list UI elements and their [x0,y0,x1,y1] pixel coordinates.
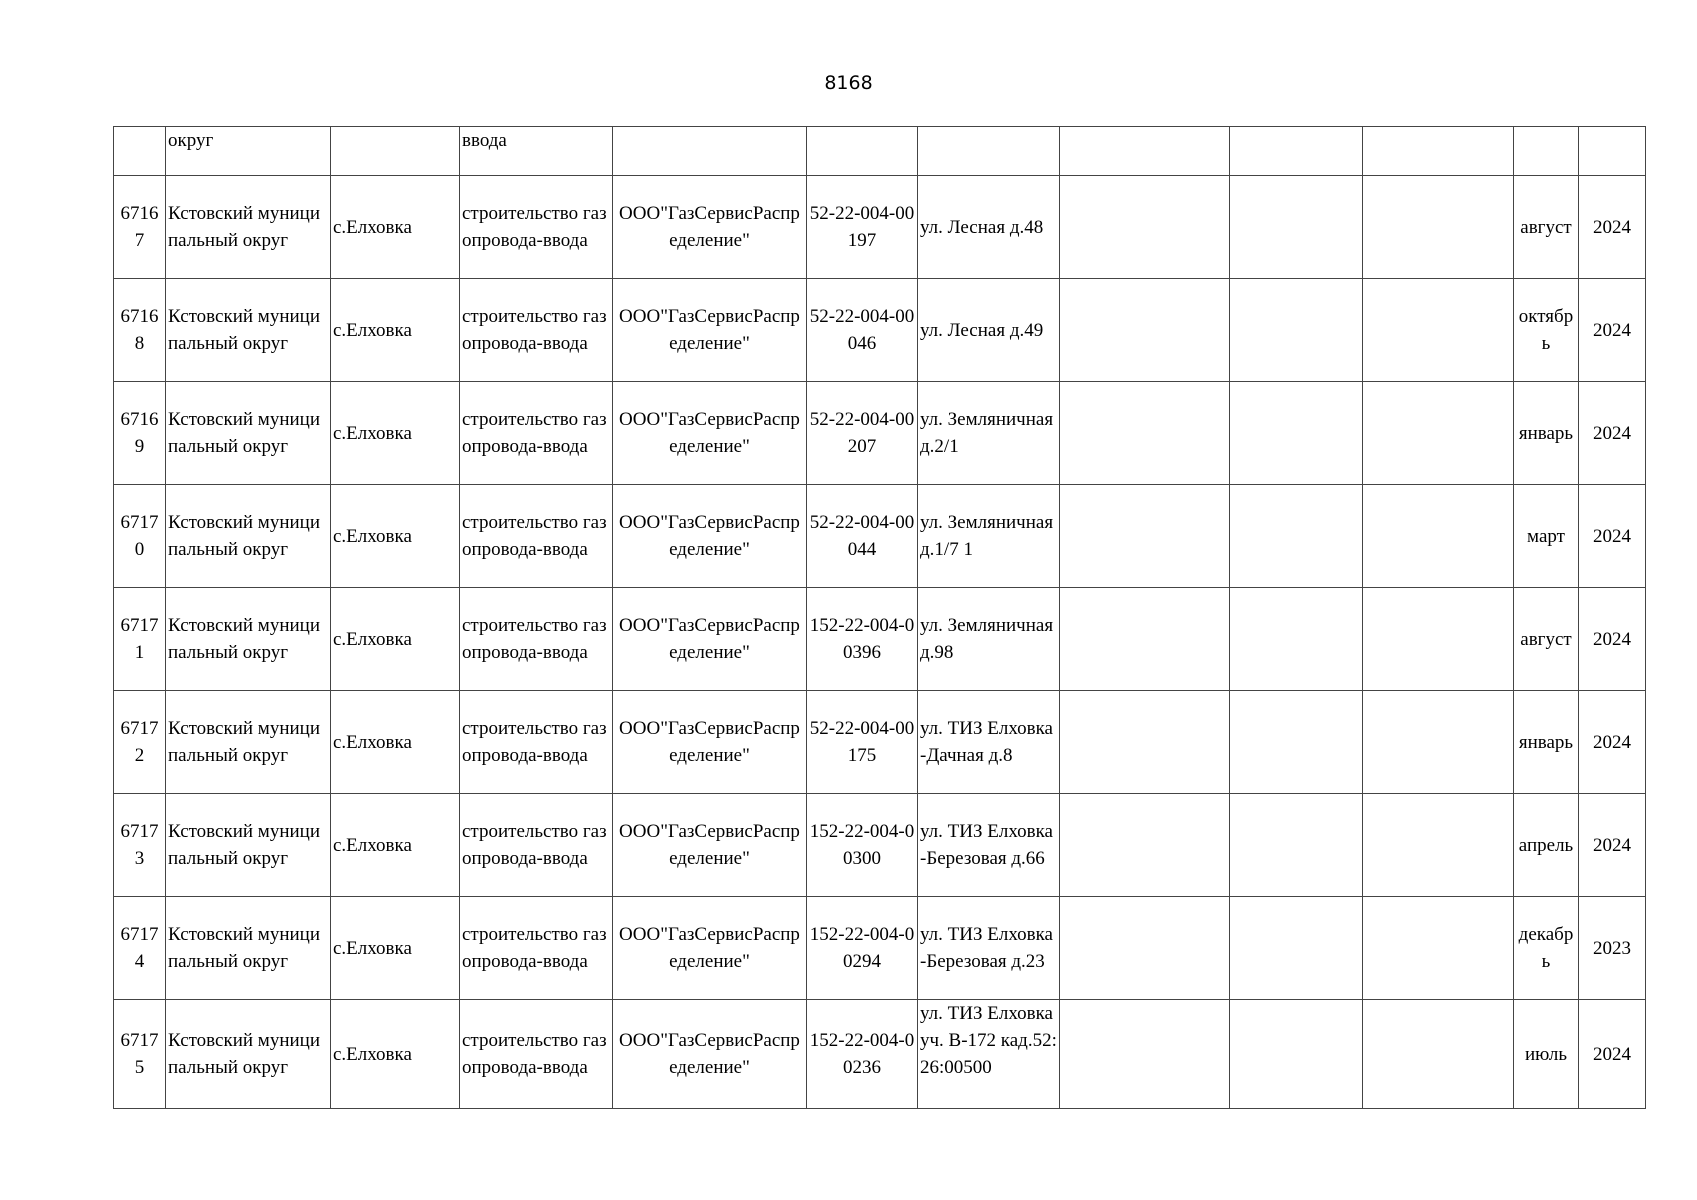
cell-num: 67167 [114,176,166,279]
cell-year: 2024 [1579,794,1646,897]
table-row [114,691,1646,794]
cell-district: Кстовский муниципальный округ [166,279,331,382]
cell-address: ул. Лесная д.49 [918,279,1060,382]
cell-month: январь [1514,691,1579,794]
cell-settlement: с.Елховка [331,691,460,794]
cell-settlement: с.Елховка [331,279,460,382]
cell-month [1514,127,1579,176]
cell-empty-1 [1060,691,1230,794]
cell-code: 52-22-004-00207 [807,382,918,485]
cell-month: август [1514,176,1579,279]
cell-address: ул. ТИЗ Елховка-Березовая д.66 [918,794,1060,897]
cell-district: Кстовский муниципальный округ [166,691,331,794]
cell-empty-2 [1230,1000,1363,1109]
cell-month: апрель [1514,794,1579,897]
data-table [113,126,1646,1109]
cell-work: строительство газопровода-ввода [460,176,613,279]
cell-settlement: с.Елховка [331,588,460,691]
cell-code: 52-22-004-00175 [807,691,918,794]
cell-year: 2024 [1579,588,1646,691]
cell-settlement: с.Елховка [331,176,460,279]
cell-num: 67171 [114,588,166,691]
cell-empty-1 [1060,382,1230,485]
cell-year: 2024 [1579,485,1646,588]
cell-year: 2024 [1579,176,1646,279]
cell-org: ООО"ГазСервисРаспределение" [613,897,807,1000]
cell-num: 67175 [114,1000,166,1109]
cell-empty-1 [1060,485,1230,588]
cell-code: 152-22-004-00294 [807,897,918,1000]
table-row [114,382,1646,485]
cell-work: строительство газопровода-ввода [460,691,613,794]
table-row [114,127,1646,176]
table-row [114,485,1646,588]
cell-work: строительство газопровода-ввода [460,1000,613,1109]
cell-month: июль [1514,1000,1579,1109]
cell-org: ООО"ГазСервисРаспределение" [613,691,807,794]
cell-org: ООО"ГазСервисРаспределение" [613,485,807,588]
cell-code: 152-22-004-00300 [807,794,918,897]
cell-settlement: с.Елховка [331,382,460,485]
cell-month: декабрь [1514,897,1579,1000]
cell-empty-3 [1363,794,1514,897]
page-number: 8168 [824,72,873,94]
cell-settlement: с.Елховка [331,897,460,1000]
cell-address [918,127,1060,176]
cell-empty-3 [1363,588,1514,691]
cell-year: 2024 [1579,279,1646,382]
cell-address: ул. Земляничная д.98 [918,588,1060,691]
cell-year: 2024 [1579,382,1646,485]
cell-empty-2 [1230,794,1363,897]
cell-empty-1 [1060,279,1230,382]
cell-empty-1 [1060,1000,1230,1109]
cell-num: 67173 [114,794,166,897]
cell-work: строительство газопровода-ввода [460,382,613,485]
cell-empty-1 [1060,897,1230,1000]
cell-num: 67170 [114,485,166,588]
cell-num: 67169 [114,382,166,485]
cell-empty-2 [1230,127,1363,176]
cell-num: 67168 [114,279,166,382]
cell-empty-3 [1363,127,1514,176]
cell-empty-3 [1363,897,1514,1000]
cell-code: 52-22-004-00046 [807,279,918,382]
cell-district: Кстовский муниципальный округ [166,382,331,485]
table-row [114,176,1646,279]
cell-work: строительство газопровода-ввода [460,588,613,691]
cell-address: ул. ТИЗ Елховка уч. В-172 кад.52:26:00500 [918,1000,1060,1109]
cell-org: ООО"ГазСервисРаспределение" [613,588,807,691]
cell-empty-2 [1230,279,1363,382]
table-row [114,794,1646,897]
cell-month: октябрь [1514,279,1579,382]
table-row [114,279,1646,382]
cell-code: 152-22-004-00236 [807,1000,918,1109]
cell-district: Кстовский муниципальный округ [166,897,331,1000]
cell-empty-1 [1060,127,1230,176]
cell-work: строительство газопровода-ввода [460,279,613,382]
cell-settlement: с.Елховка [331,485,460,588]
cell-empty-2 [1230,897,1363,1000]
cell-year: 2024 [1579,1000,1646,1109]
cell-address: ул. Земляничная д.2/1 [918,382,1060,485]
cell-year [1579,127,1646,176]
cell-empty-1 [1060,794,1230,897]
cell-empty-3 [1363,1000,1514,1109]
cell-month: январь [1514,382,1579,485]
cell-empty-3 [1363,382,1514,485]
cell-year: 2023 [1579,897,1646,1000]
cell-org: ООО"ГазСервисРаспределение" [613,794,807,897]
cell-org: ООО"ГазСервисРаспределение" [613,382,807,485]
cell-org [613,127,807,176]
cell-address: ул. ТИЗ Елховка-Березовая д.23 [918,897,1060,1000]
table-row [114,1000,1646,1109]
cell-empty-2 [1230,382,1363,485]
cell-district: Кстовский муниципальный округ [166,1000,331,1109]
cell-empty-3 [1363,279,1514,382]
cell-code [807,127,918,176]
cell-org: ООО"ГазСервисРаспределение" [613,176,807,279]
cell-code: 52-22-004-00044 [807,485,918,588]
cell-empty-1 [1060,588,1230,691]
cell-address: ул. Земляничная д.1/7 1 [918,485,1060,588]
cell-district: Кстовский муниципальный округ [166,485,331,588]
cell-district: Кстовский муниципальный округ [166,794,331,897]
cell-num: 67172 [114,691,166,794]
cell-num: 67174 [114,897,166,1000]
cell-empty-3 [1363,485,1514,588]
cell-empty-3 [1363,176,1514,279]
cell-empty-3 [1363,691,1514,794]
cell-address: ул. Лесная д.48 [918,176,1060,279]
cell-district: округ [166,127,331,176]
cell-settlement: с.Елховка [331,1000,460,1109]
cell-empty-2 [1230,588,1363,691]
cell-code: 52-22-004-00197 [807,176,918,279]
cell-empty-2 [1230,691,1363,794]
cell-month: август [1514,588,1579,691]
cell-work: строительство газопровода-ввода [460,794,613,897]
cell-address: ул. ТИЗ Елховка-Дачная д.8 [918,691,1060,794]
cell-org: ООО"ГазСервисРаспределение" [613,279,807,382]
cell-month: март [1514,485,1579,588]
cell-work: строительство газопровода-ввода [460,485,613,588]
cell-work: ввода [460,127,613,176]
cell-district: Кстовский муниципальный округ [166,588,331,691]
cell-year: 2024 [1579,691,1646,794]
cell-empty-2 [1230,485,1363,588]
cell-empty-2 [1230,176,1363,279]
cell-num [114,127,166,176]
cell-empty-1 [1060,176,1230,279]
cell-work: строительство газопровода-ввода [460,897,613,1000]
table-row [114,897,1646,1000]
cell-settlement: с.Елховка [331,794,460,897]
cell-settlement [331,127,460,176]
cell-code: 152-22-004-00396 [807,588,918,691]
table-row [114,588,1646,691]
cell-org: ООО"ГазСервисРаспределение" [613,1000,807,1109]
cell-district: Кстовский муниципальный округ [166,176,331,279]
